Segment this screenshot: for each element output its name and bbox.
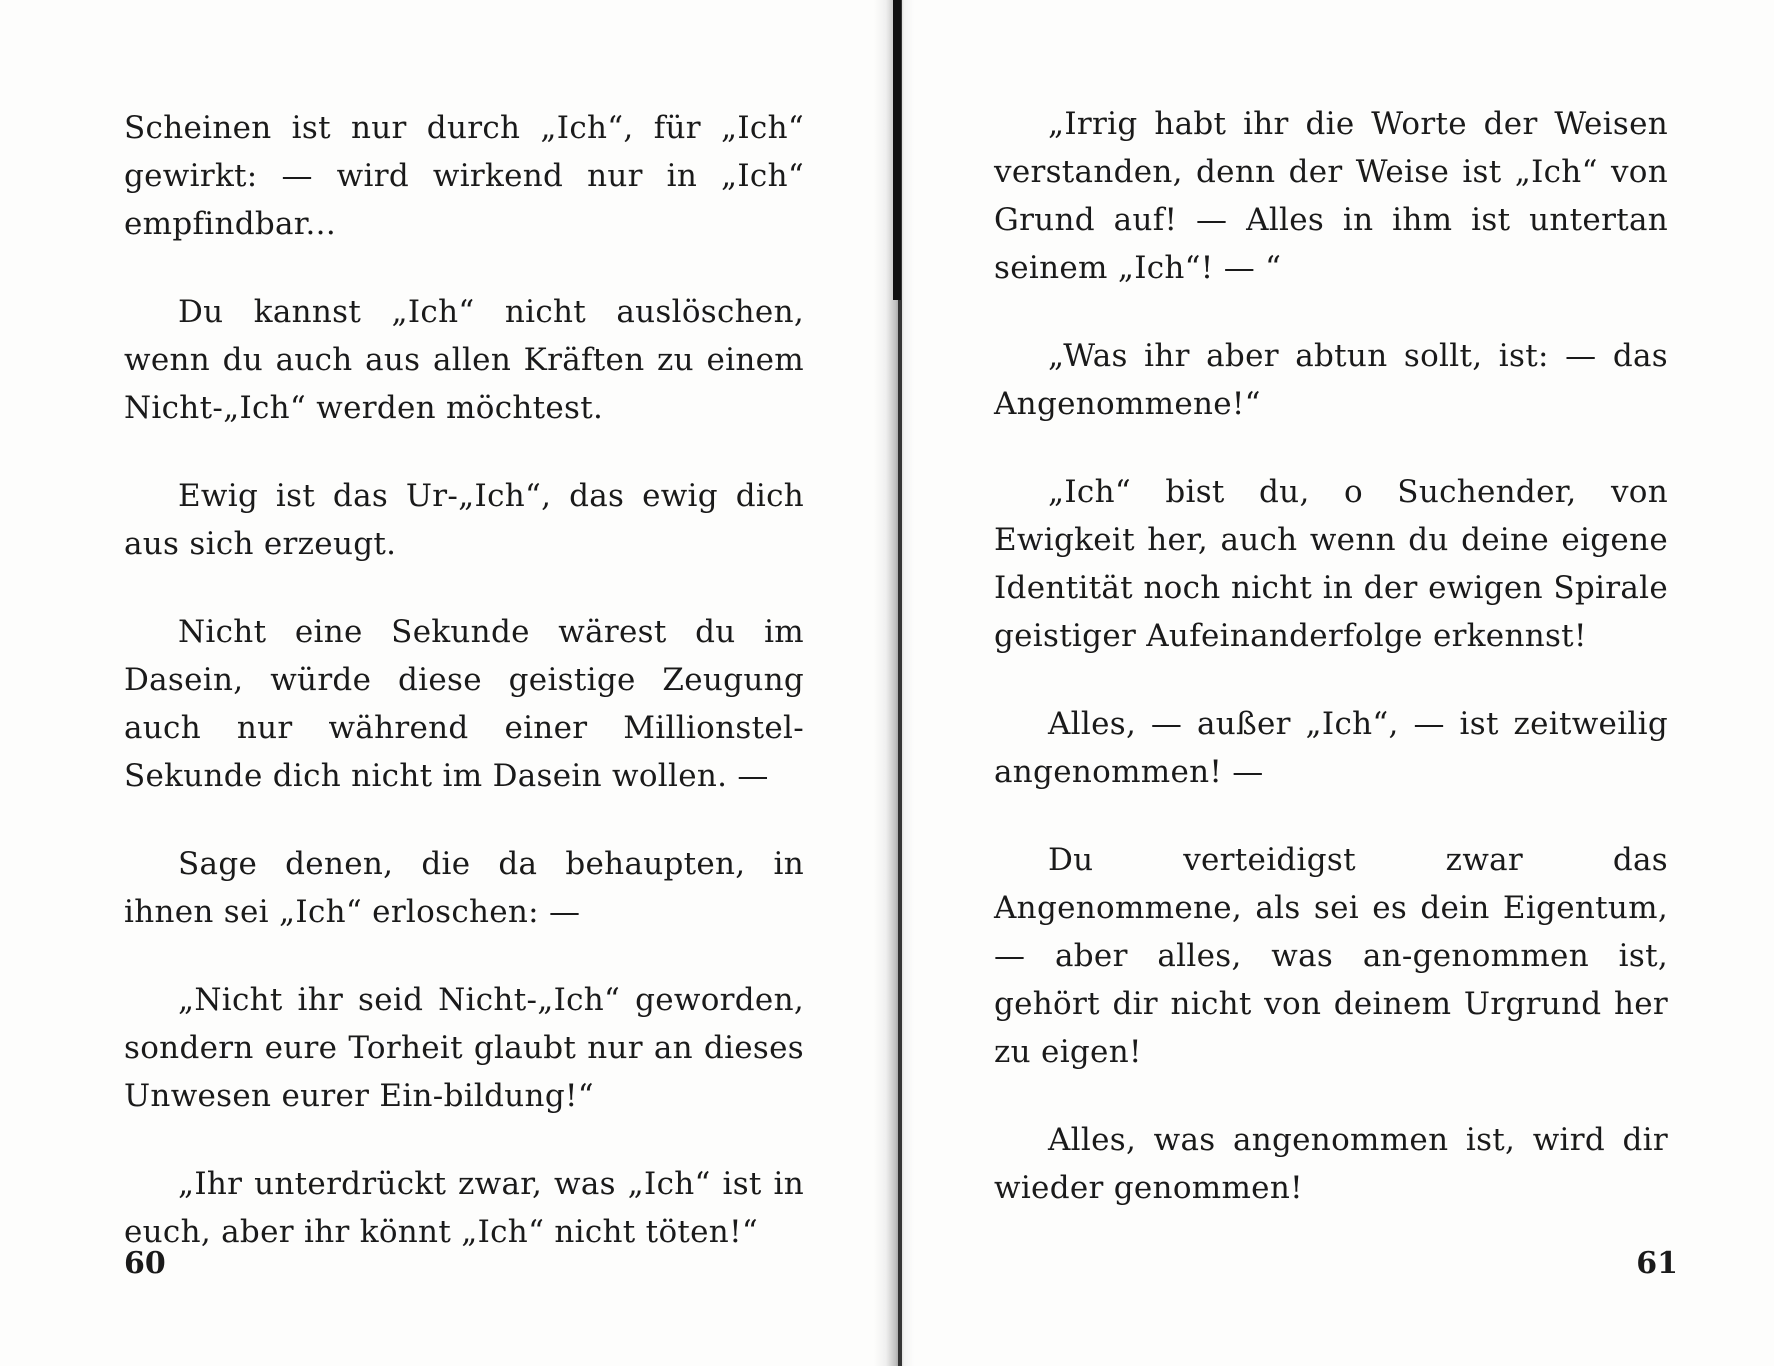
right-page: [906, 0, 1774, 1366]
paragraph: Sage denen, die da behaupten, in ihnen sei „Ich“ erloschen: —: [124, 846, 804, 930]
right-page-text: [994, 100, 1668, 1252]
paragraph: Alles, — außer „Ich“, — ist zeitweilig angenommen! —: [994, 706, 1668, 790]
left-page-text: [124, 104, 804, 1296]
page-number-right: 61: [1636, 1246, 1678, 1281]
paragraph: „Ich“ bist du, o Suchender, von Ewigkeit her, auch wenn du deine eigene Identität noch nicht in der ewigen Spirale geistiger Aufeinanderfolge erkennst!: [994, 474, 1668, 654]
paragraph: „Irrig habt ihr die Worte der Weisen verstanden, denn der Weise ist „Ich“ von Grund auf! — Alles in ihm ist untertan seinem „Ich“! — “: [994, 106, 1668, 286]
book-fold-shadow: [893, 0, 901, 300]
paragraph: Ewig ist das Ur-„Ich“, das ewig dich aus sich erzeugt.: [124, 478, 804, 562]
page-number-left: 60: [124, 1246, 166, 1281]
paragraph: „Nicht ihr seid Nicht-„Ich“ geworden, sondern eure Torheit glaubt nur an dieses Unwesen eurer Ein-bildung!“: [124, 982, 804, 1114]
paragraph: „Ihr unterdrückt zwar, was „Ich“ ist in euch, aber ihr könnt „Ich“ nicht töten!“: [124, 1166, 804, 1250]
paragraph: Nicht eine Sekunde wärest du im Dasein, würde diese geistige Zeugung auch nur während einer Millionstel-Sekunde dich nicht im Dasein wollen. —: [124, 614, 804, 794]
paragraph: Scheinen ist nur durch „Ich“, für „Ich“ gewirkt: — wird wirkend nur in „Ich“ empfindbar...: [124, 110, 804, 242]
paragraph: „Was ihr aber abtun sollt, ist: — das Angenommene!“: [994, 338, 1668, 422]
paragraph: Du kannst „Ich“ nicht auslöschen, wenn du auch aus allen Kräften zu einem Nicht-„Ich“ werden möchtest.: [124, 294, 804, 426]
paragraph: Alles, was angenommen ist, wird dir wieder genommen!: [994, 1122, 1668, 1206]
paragraph: Du verteidigst zwar das Angenommene, als sei es dein Eigentum, — aber alles, was an-genommen ist, gehört dir nicht von deinem Urgrund her zu eigen!: [994, 842, 1668, 1070]
